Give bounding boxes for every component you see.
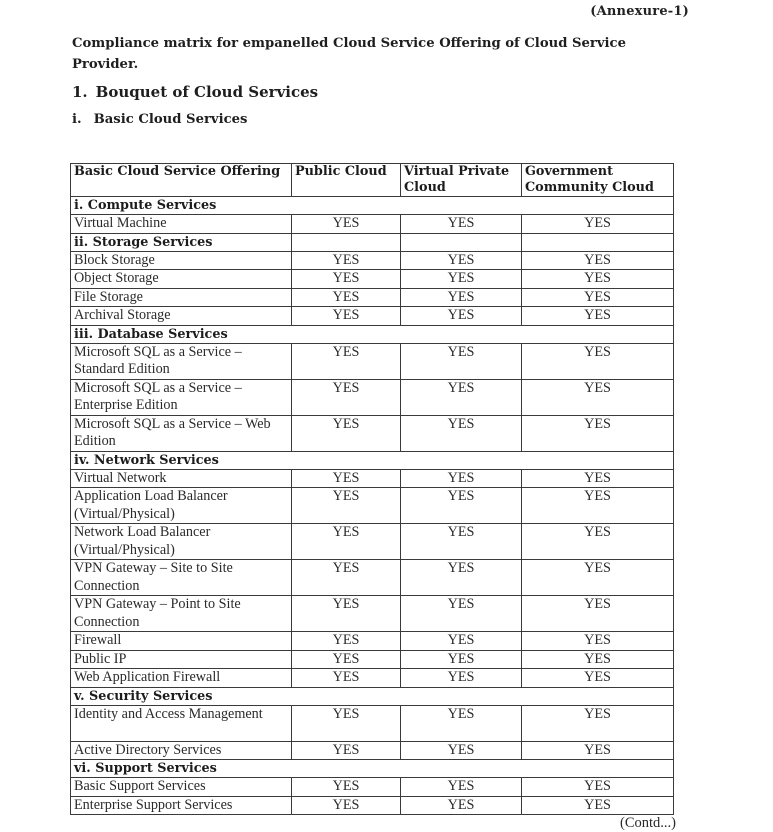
table-row bbox=[71, 705, 674, 741]
vpc-cell: YES bbox=[401, 343, 522, 379]
offering-cell: Network Load Balancer (Virtual/Physical) bbox=[71, 524, 292, 560]
public-cloud-cell: YES bbox=[292, 307, 401, 326]
public-cloud-cell: YES bbox=[292, 669, 401, 688]
gcc-cell: YES bbox=[522, 650, 674, 669]
vpc-cell: YES bbox=[401, 469, 522, 488]
table-row bbox=[71, 778, 674, 797]
offering-cell: Firewall bbox=[71, 632, 292, 651]
annexure-label: (Annexure-1) bbox=[590, 4, 689, 19]
vpc-cell: YES bbox=[401, 288, 522, 307]
table-row bbox=[71, 251, 674, 270]
offering-cell: Web Application Firewall bbox=[71, 669, 292, 688]
section-row-network bbox=[71, 451, 674, 469]
gcc-cell: YES bbox=[522, 705, 674, 741]
offering-cell: Microsoft SQL as a Service – Enterprise Edition bbox=[71, 379, 292, 415]
vpc-cell: YES bbox=[401, 215, 522, 234]
table-row bbox=[71, 307, 674, 326]
section-title: Bouquet of Cloud Services bbox=[95, 83, 319, 101]
public-cloud-cell: YES bbox=[292, 488, 401, 524]
offering-cell: Virtual Network bbox=[71, 469, 292, 488]
public-cloud-cell: YES bbox=[292, 288, 401, 307]
public-cloud-cell: YES bbox=[292, 632, 401, 651]
gcc-cell: YES bbox=[522, 469, 674, 488]
table-row bbox=[71, 415, 674, 451]
table-row bbox=[71, 524, 674, 560]
empty-cell bbox=[401, 233, 522, 251]
table-row bbox=[71, 215, 674, 234]
offering-cell: File Storage bbox=[71, 288, 292, 307]
table-row bbox=[71, 379, 674, 415]
vpc-cell: YES bbox=[401, 524, 522, 560]
table-row bbox=[71, 650, 674, 669]
gcc-cell: YES bbox=[522, 215, 674, 234]
vpc-cell: YES bbox=[401, 669, 522, 688]
section-heading-1 bbox=[72, 83, 318, 101]
offering-cell: Virtual Machine bbox=[71, 215, 292, 234]
gcc-cell: YES bbox=[522, 270, 674, 289]
gcc-cell: YES bbox=[522, 669, 674, 688]
gcc-cell: YES bbox=[522, 379, 674, 415]
vpc-cell: YES bbox=[401, 632, 522, 651]
vpc-cell: YES bbox=[401, 251, 522, 270]
public-cloud-cell: YES bbox=[292, 379, 401, 415]
public-cloud-cell: YES bbox=[292, 778, 401, 797]
section-title: v. Security Services bbox=[71, 687, 674, 705]
gcc-cell: YES bbox=[522, 632, 674, 651]
vpc-cell: YES bbox=[401, 705, 522, 741]
offering-cell: Microsoft SQL as a Service – Web Edition bbox=[71, 415, 292, 451]
gcc-cell: YES bbox=[522, 307, 674, 326]
section-row-database bbox=[71, 325, 674, 343]
section-title: iii. Database Services bbox=[71, 325, 674, 343]
public-cloud-cell: YES bbox=[292, 524, 401, 560]
vpc-cell: YES bbox=[401, 270, 522, 289]
gcc-cell: YES bbox=[522, 488, 674, 524]
public-cloud-cell: YES bbox=[292, 650, 401, 669]
subsection-number: i. bbox=[72, 112, 82, 127]
vpc-cell: YES bbox=[401, 415, 522, 451]
gcc-cell: YES bbox=[522, 415, 674, 451]
table-row bbox=[71, 288, 674, 307]
public-cloud-cell: YES bbox=[292, 215, 401, 234]
offering-cell: Block Storage bbox=[71, 251, 292, 270]
public-cloud-cell: YES bbox=[292, 343, 401, 379]
gcc-cell: YES bbox=[522, 288, 674, 307]
continued-label: (Contd...) bbox=[620, 815, 676, 831]
public-cloud-cell: YES bbox=[292, 560, 401, 596]
section-row-security bbox=[71, 687, 674, 705]
table-row bbox=[71, 796, 674, 815]
offering-cell: Enterprise Support Services bbox=[71, 796, 292, 815]
offering-cell: VPN Gateway – Point to Site Connection bbox=[71, 596, 292, 632]
section-title: vi. Support Services bbox=[71, 760, 674, 778]
vpc-cell: YES bbox=[401, 307, 522, 326]
public-cloud-cell: YES bbox=[292, 596, 401, 632]
table-row bbox=[71, 343, 674, 379]
table-row bbox=[71, 469, 674, 488]
table-row bbox=[71, 741, 674, 760]
table-row bbox=[71, 270, 674, 289]
gcc-cell: YES bbox=[522, 596, 674, 632]
vpc-cell: YES bbox=[401, 379, 522, 415]
offering-cell: VPN Gateway – Site to Site Connection bbox=[71, 560, 292, 596]
table-row bbox=[71, 596, 674, 632]
compliance-matrix-table bbox=[70, 163, 674, 815]
vpc-cell: YES bbox=[401, 488, 522, 524]
vpc-cell: YES bbox=[401, 741, 522, 760]
vpc-cell: YES bbox=[401, 650, 522, 669]
offering-cell: Archival Storage bbox=[71, 307, 292, 326]
offering-cell: Active Directory Services bbox=[71, 741, 292, 760]
offering-cell: Object Storage bbox=[71, 270, 292, 289]
public-cloud-cell: YES bbox=[292, 251, 401, 270]
public-cloud-cell: YES bbox=[292, 415, 401, 451]
empty-cell bbox=[522, 233, 674, 251]
public-cloud-cell: YES bbox=[292, 741, 401, 760]
column-header-government-community-cloud: Government Community Cloud bbox=[522, 164, 674, 197]
vpc-cell: YES bbox=[401, 560, 522, 596]
table-row bbox=[71, 488, 674, 524]
gcc-cell: YES bbox=[522, 560, 674, 596]
section-row-support bbox=[71, 760, 674, 778]
column-header-virtual-private-cloud: Virtual Private Cloud bbox=[401, 164, 522, 197]
gcc-cell: YES bbox=[522, 741, 674, 760]
vpc-cell: YES bbox=[401, 596, 522, 632]
section-title: iv. Network Services bbox=[71, 451, 674, 469]
public-cloud-cell: YES bbox=[292, 796, 401, 815]
section-row-compute bbox=[71, 197, 674, 215]
offering-cell: Identity and Access Management bbox=[71, 705, 292, 741]
vpc-cell: YES bbox=[401, 796, 522, 815]
subsection-heading bbox=[72, 112, 247, 127]
gcc-cell: YES bbox=[522, 778, 674, 797]
offering-cell: Public IP bbox=[71, 650, 292, 669]
section-title: i. Compute Services bbox=[71, 197, 674, 215]
section-row-storage bbox=[71, 233, 674, 251]
intro-text: Compliance matrix for empanelled Cloud Service Offering of Cloud Service Provider. bbox=[72, 36, 626, 72]
column-header-public-cloud: Public Cloud bbox=[292, 164, 401, 197]
public-cloud-cell: YES bbox=[292, 469, 401, 488]
gcc-cell: YES bbox=[522, 251, 674, 270]
offering-cell: Application Load Balancer (Virtual/Physical) bbox=[71, 488, 292, 524]
offering-cell: Microsoft SQL as a Service – Standard Edition bbox=[71, 343, 292, 379]
vpc-cell: YES bbox=[401, 778, 522, 797]
public-cloud-cell: YES bbox=[292, 705, 401, 741]
table-header-row bbox=[71, 164, 674, 197]
column-header-offering: Basic Cloud Service Offering bbox=[71, 164, 292, 197]
section-number: 1. bbox=[72, 83, 88, 101]
table-row bbox=[71, 632, 674, 651]
gcc-cell: YES bbox=[522, 796, 674, 815]
table-row bbox=[71, 669, 674, 688]
section-title: ii. Storage Services bbox=[71, 233, 292, 251]
subsection-title: Basic Cloud Services bbox=[93, 112, 248, 127]
table-row bbox=[71, 560, 674, 596]
empty-cell bbox=[292, 233, 401, 251]
gcc-cell: YES bbox=[522, 343, 674, 379]
public-cloud-cell: YES bbox=[292, 270, 401, 289]
gcc-cell: YES bbox=[522, 524, 674, 560]
offering-cell: Basic Support Services bbox=[71, 778, 292, 797]
